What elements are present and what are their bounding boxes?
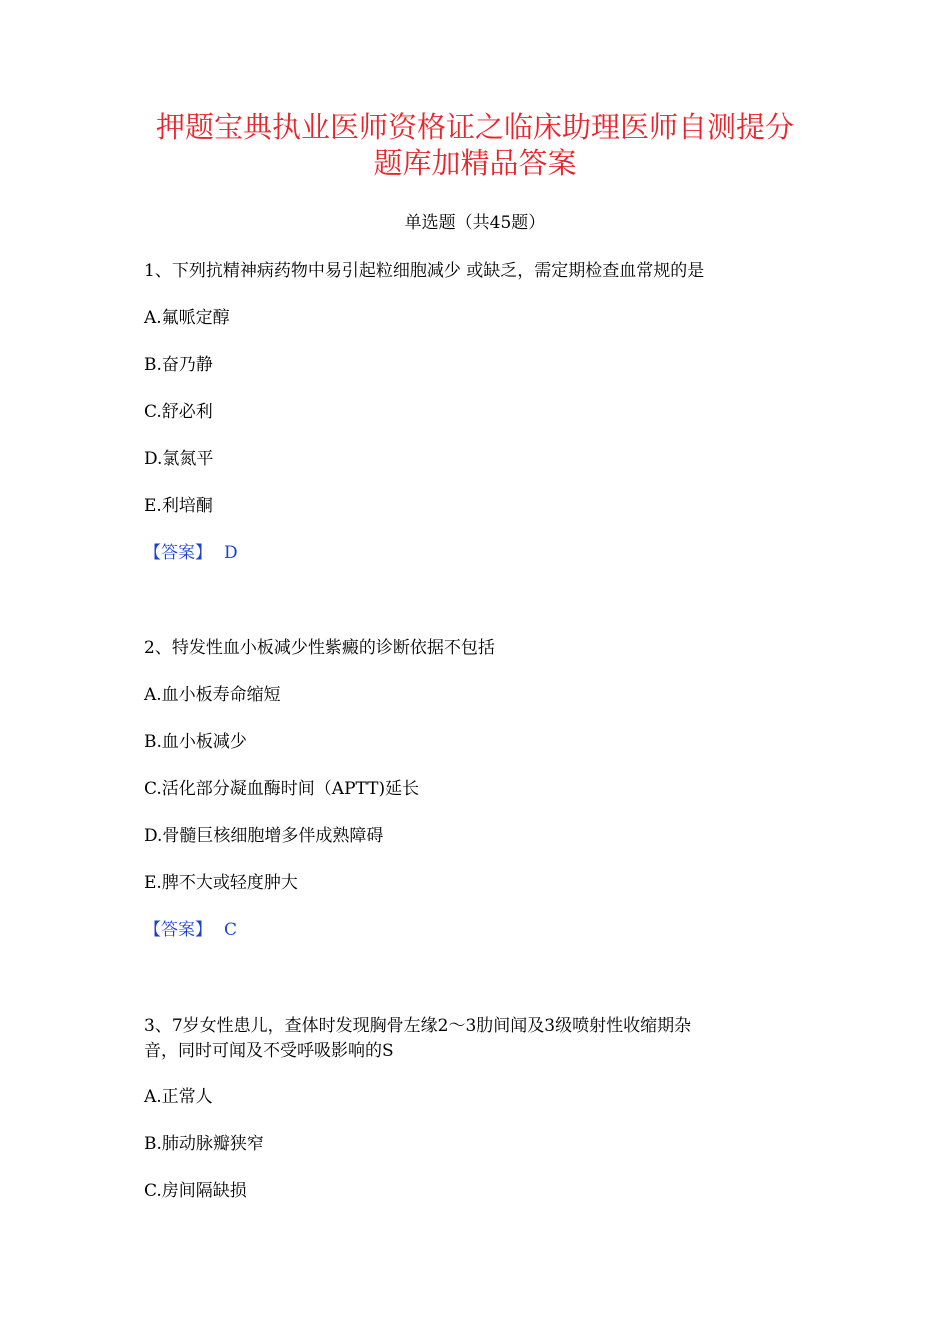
question-stem: 2、特发性血小板减少性紫癜的诊断依据不包括 [144,638,495,658]
answer-value: C [224,920,238,940]
option-e: E.利培酮 [144,496,213,516]
doc-title-line-1: 押题宝典执业医师资格证之临床助理医师自测提分 [155,110,794,144]
option-c: C.舒必利 [144,402,213,422]
option-e: E.脾不大或轻度肿大 [144,873,298,893]
answer-label: 【答案】 [144,920,212,940]
option-d: D.骨髓巨核细胞增多伴成熟障碍 [144,826,384,846]
option-c: C.房间隔缺损 [144,1181,247,1201]
answer-row [144,917,237,943]
option-b: B.血小板减少 [144,732,247,752]
question-stem: 1、下列抗精神病药物中易引起粒细胞减少 或缺乏，需定期检查血常规的是 [144,261,705,281]
option-b: B.肺动脉瓣狭窄 [144,1134,264,1154]
option-a: A.正常人 [144,1087,213,1107]
doc-title-line-2: 题库加精品答案 [373,146,577,180]
question-stem-line-2: 音，同时可闻及不受呼吸影响的S [144,1041,394,1061]
option-a: A.氟哌定醇 [144,308,230,328]
answer-label: 【答案】 [144,543,212,563]
answer-row [144,540,238,566]
option-c: C.活化部分凝血酶时间（APTT)延长 [144,779,420,799]
option-b: B.奋乃静 [144,355,213,375]
option-d: D.氯氮平 [144,449,214,469]
section-heading: 单选题（共45题） [404,213,546,233]
answer-value: D [224,543,238,563]
question-stem-line-1: 3、7岁女性患儿，查体时发现胸骨左缘2～3肋间闻及3级喷射性收缩期杂 [144,1016,692,1036]
option-a: A.血小板寿命缩短 [144,685,281,705]
